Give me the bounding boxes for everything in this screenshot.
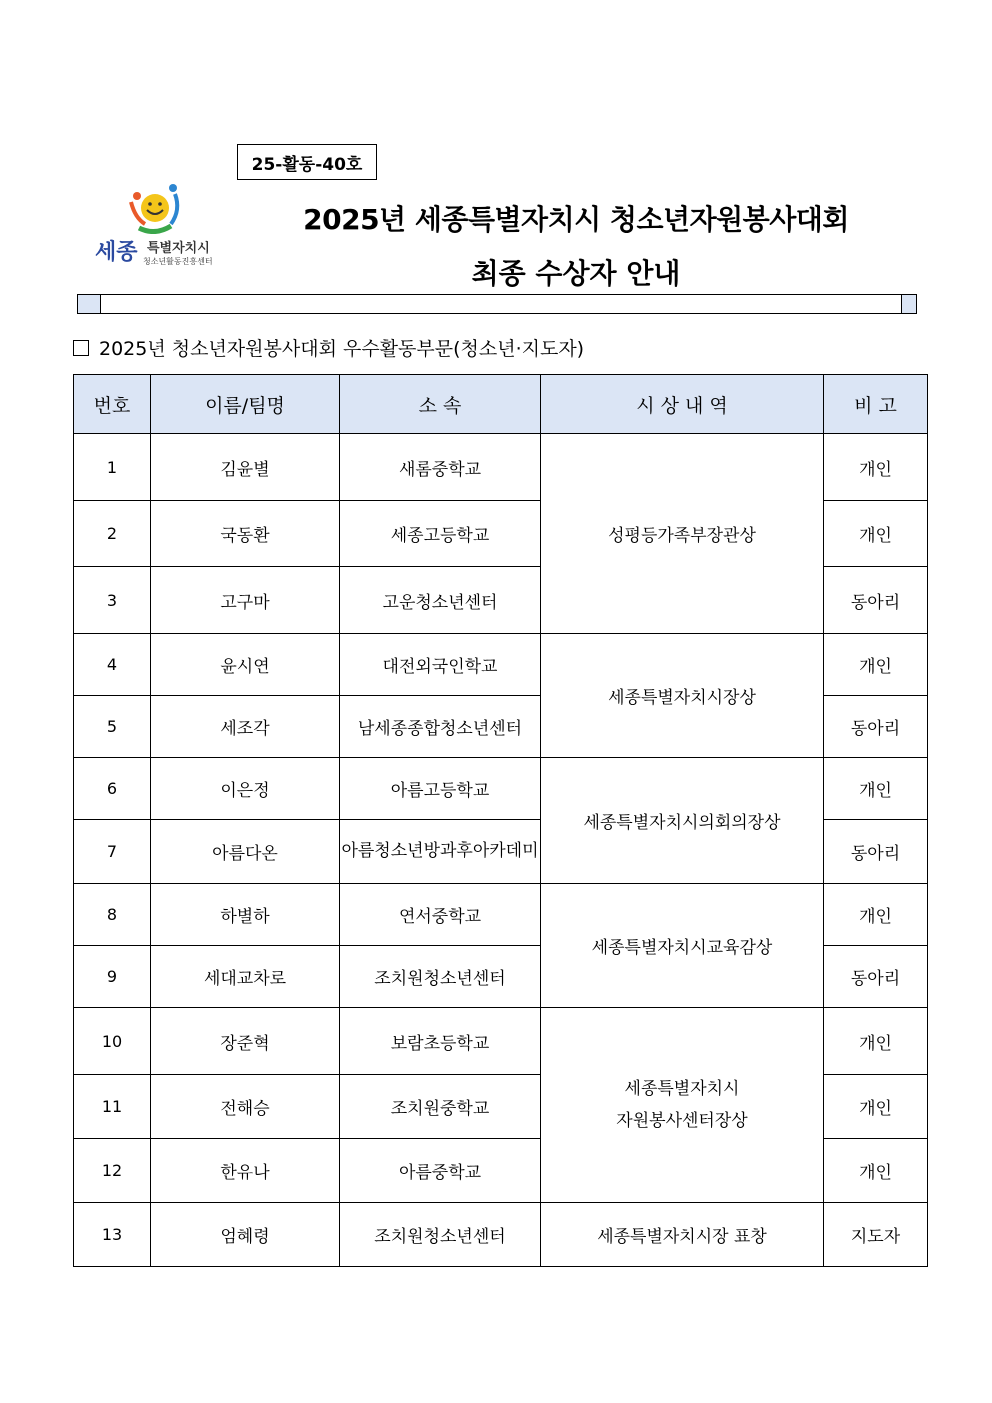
document-number: 25-활동-40호 <box>237 144 377 180</box>
section-heading-text: 2025년 청소년자원봉사대회 우수활동부문(청소년·지도자) <box>99 338 585 360</box>
cell-number: 12 <box>74 1139 151 1203</box>
cell-remarks: 개인 <box>824 1139 928 1203</box>
logo-caption: 청소년활동진흥센터 <box>143 257 213 266</box>
bar-left-cap <box>78 295 101 313</box>
cell-name: 고구마 <box>151 567 340 634</box>
table-header-row <box>74 375 928 434</box>
bar-right-cap <box>901 295 916 313</box>
cell-affiliation: 새롬중학교 <box>340 434 541 501</box>
cell-remarks: 동아리 <box>824 696 928 758</box>
cell-name: 하별하 <box>151 884 340 946</box>
cell-affiliation: 고운청소년센터 <box>340 567 541 634</box>
cell-affiliation: 조치원중학교 <box>340 1075 541 1139</box>
cell-affiliation: 대전외국인학교 <box>340 634 541 696</box>
cell-number: 10 <box>74 1008 151 1075</box>
cell-remarks: 개인 <box>824 758 928 820</box>
cell-award-multiline <box>541 1008 824 1203</box>
table-row <box>74 884 928 946</box>
cell-remarks: 개인 <box>824 634 928 696</box>
cell-remarks: 개인 <box>824 1075 928 1139</box>
cell-name: 국동환 <box>151 501 340 567</box>
cell-affiliation: 보람초등학교 <box>340 1008 541 1075</box>
cell-number: 7 <box>74 820 151 884</box>
cell-affiliation: 조치원청소년센터 <box>340 946 541 1008</box>
cell-affiliation: 아름중학교 <box>340 1139 541 1203</box>
cell-number: 5 <box>74 696 151 758</box>
cell-number: 9 <box>74 946 151 1008</box>
award-line-1: 세종특별자치시 <box>624 1078 740 1099</box>
awards-table <box>73 374 928 1267</box>
cell-remarks: 동아리 <box>824 946 928 1008</box>
decorative-bar <box>77 294 917 314</box>
cell-award: 세종특별자치시장상 <box>541 634 824 758</box>
cell-name: 전해승 <box>151 1075 340 1139</box>
cell-affiliation: 세종고등학교 <box>340 501 541 567</box>
cell-name: 한유나 <box>151 1139 340 1203</box>
cell-remarks: 개인 <box>824 434 928 501</box>
cell-affiliation: 연서중학교 <box>340 884 541 946</box>
cell-award: 세종특별자치시의회의장상 <box>541 758 824 884</box>
page-subtitle: 최종 수상자 안내 <box>471 257 681 290</box>
cell-name: 세조각 <box>151 696 340 758</box>
cell-remarks: 동아리 <box>824 567 928 634</box>
cell-remarks: 개인 <box>824 884 928 946</box>
cell-affiliation: 남세종종합청소년센터 <box>340 696 541 758</box>
table-row <box>74 434 928 501</box>
award-line-2: 자원봉사센터장상 <box>616 1111 748 1131</box>
table-row <box>74 1008 928 1075</box>
cell-number: 3 <box>74 567 151 634</box>
cell-award: 세종특별자치시장 표창 <box>541 1203 824 1267</box>
cell-name: 세대교차로 <box>151 946 340 1008</box>
table-row <box>74 634 928 696</box>
logo-main-text: 세종 <box>95 240 138 265</box>
logo-sub-text: 특별자치시 <box>147 241 210 256</box>
cell-name: 윤시연 <box>151 634 340 696</box>
header-remarks: 비 고 <box>824 375 928 434</box>
cell-affiliation: 아름고등학교 <box>340 758 541 820</box>
cell-number: 6 <box>74 758 151 820</box>
cell-award: 세종특별자치시교육감상 <box>541 884 824 1008</box>
cell-name: 이은정 <box>151 758 340 820</box>
cell-affiliation: 조치원청소년센터 <box>340 1203 541 1267</box>
cell-number: 11 <box>74 1075 151 1139</box>
cell-number: 13 <box>74 1203 151 1267</box>
header-award: 시 상 내 역 <box>541 375 824 434</box>
checkbox-square-icon <box>73 340 89 356</box>
cell-remarks: 동아리 <box>824 820 928 884</box>
cell-number: 1 <box>74 434 151 501</box>
cell-name: 아름다온 <box>151 820 340 884</box>
table-row <box>74 1203 928 1267</box>
cell-award: 성평등가족부장관상 <box>541 434 824 634</box>
header-name: 이름/팀명 <box>151 375 340 434</box>
section-heading <box>73 334 584 361</box>
page-title: 2025년 세종특별자치시 청소년자원봉사대회 <box>303 203 849 236</box>
cell-remarks: 개인 <box>824 1008 928 1075</box>
cell-name: 김윤별 <box>151 434 340 501</box>
cell-remarks: 지도자 <box>824 1203 928 1267</box>
cell-name: 장준혁 <box>151 1008 340 1075</box>
cell-number: 4 <box>74 634 151 696</box>
cell-affiliation: 아름청소년방과후아카데미 <box>340 820 541 884</box>
header-number: 번호 <box>74 375 151 434</box>
cell-remarks: 개인 <box>824 501 928 567</box>
table-row <box>74 758 928 820</box>
cell-number: 8 <box>74 884 151 946</box>
cell-name: 엄혜령 <box>151 1203 340 1267</box>
header-affiliation: 소 속 <box>340 375 541 434</box>
cell-number: 2 <box>74 501 151 567</box>
